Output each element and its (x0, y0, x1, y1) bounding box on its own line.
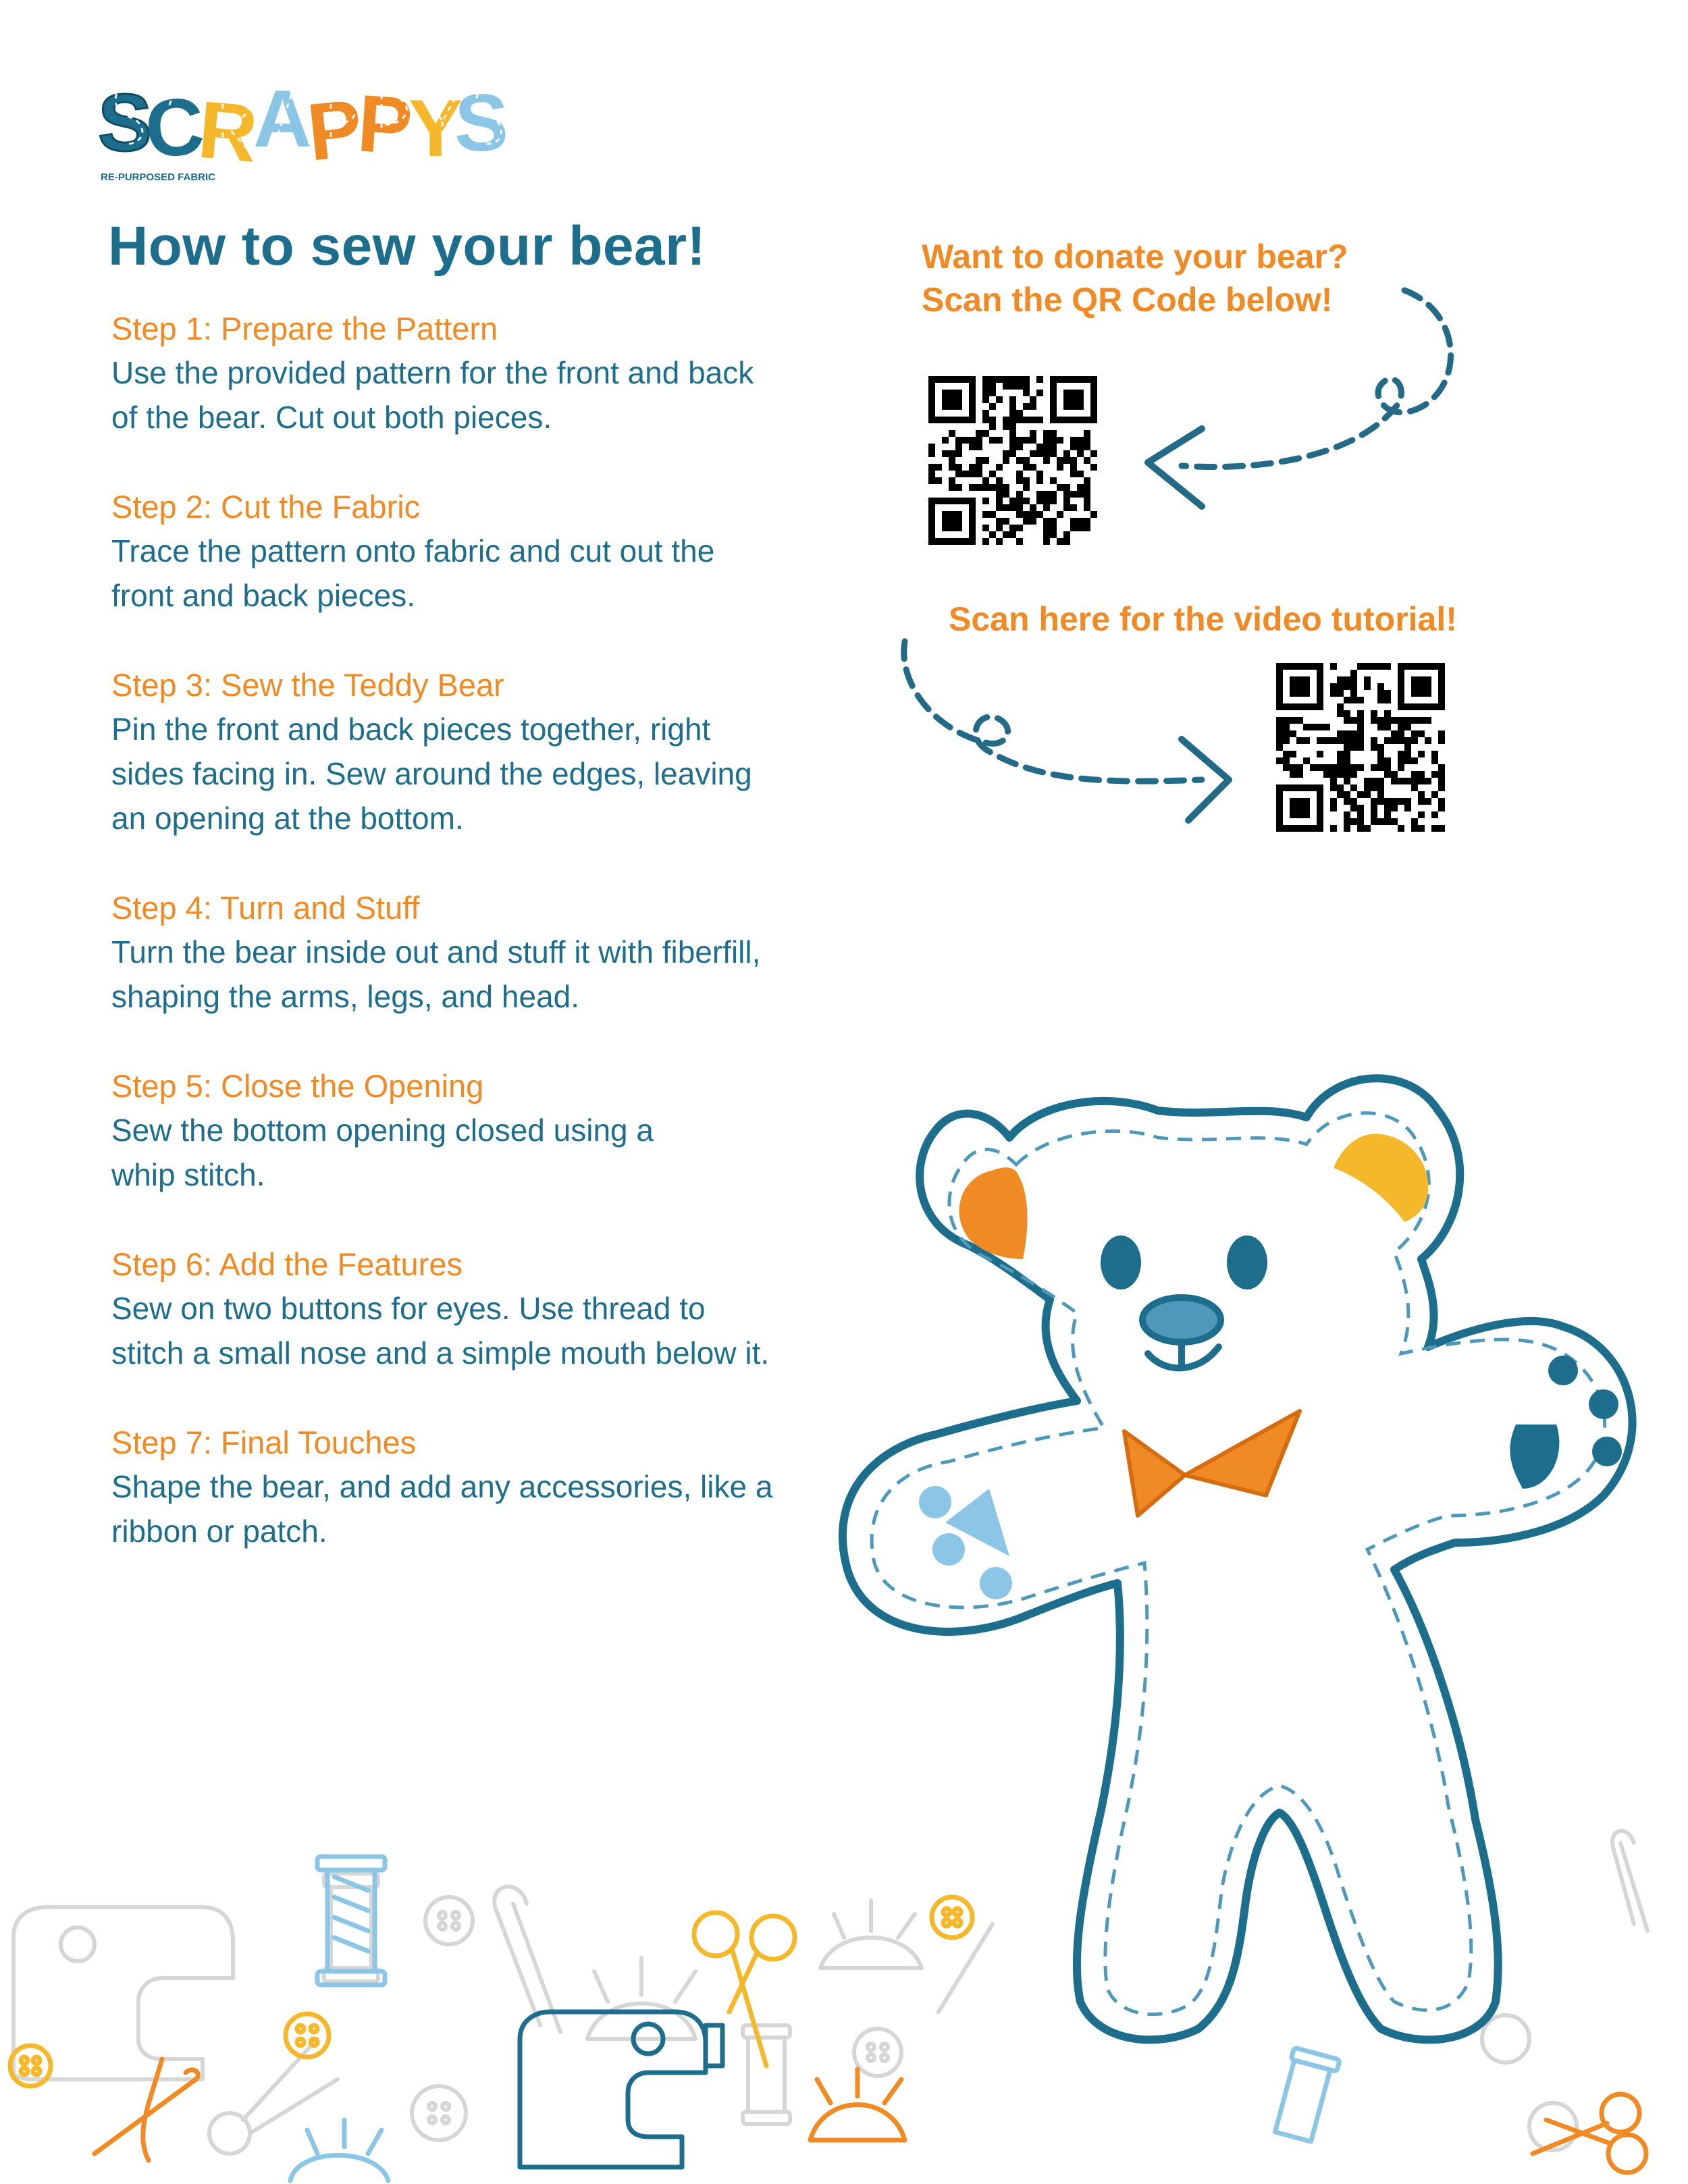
video-tutorial-label: Scan here for the video tutorial! (949, 600, 1457, 638)
step-body: Turn the bear inside out and stuff it with fiberfill, shaping the arms, legs, and head. (111, 934, 761, 1014)
thread-spool-icon (743, 2025, 790, 2124)
steps-list (111, 307, 854, 1599)
scissors-icon (694, 1913, 795, 2066)
step-title: Step 6: Add the Features (111, 1246, 463, 1282)
scrappys-logo (98, 57, 509, 186)
svg-text:R: R (194, 84, 261, 180)
svg-text:A: A (253, 74, 312, 164)
step-7 (111, 1421, 854, 1553)
step-5 (111, 1065, 854, 1197)
dashed-arrow-icon (891, 628, 1269, 830)
step-title: Step 7: Final Touches (111, 1424, 417, 1460)
donate-line-2: Scan the QR Code below! (922, 281, 1333, 319)
pincushion-icon (290, 2120, 388, 2181)
dashed-arrow-icon (1121, 284, 1472, 527)
step-3 (111, 664, 854, 841)
button-icon (412, 2086, 466, 2140)
step-4 (111, 886, 854, 1019)
teddy-bear-illustration (834, 1057, 1668, 2184)
step-title: Step 2: Cut the Fabric (111, 489, 421, 525)
svg-text:S: S (98, 78, 153, 168)
step-1 (111, 307, 854, 440)
step-title: Step 5: Close the Opening (111, 1068, 484, 1104)
step-body: Shape the bear, and add any accessories, like a ribbon or patch. (111, 1469, 773, 1549)
step-title: Step 1: Prepare the Pattern (111, 311, 498, 346)
step-2 (111, 485, 854, 618)
step-title: Step 3: Sew the Teddy Bear (111, 667, 504, 703)
step-body: Trace the pattern onto fabric and cut out the front and back pieces. (111, 533, 715, 613)
svg-text:C: C (142, 80, 207, 175)
svg-text:Y: Y (408, 83, 463, 174)
donate-line-1: Want to donate your bear? (922, 238, 1348, 275)
needle-icon (95, 2059, 198, 2160)
svg-text:S: S (454, 78, 509, 168)
step-6 (111, 1243, 854, 1375)
svg-text:P: P (303, 82, 367, 178)
thread-spool-icon (317, 1857, 385, 1985)
step-title: Step 4: Turn and Stuff (111, 890, 420, 926)
svg-text:P: P (354, 78, 415, 172)
video-qr-code-icon[interactable] (1276, 663, 1445, 832)
step-body: Pin the front and back pieces together, right sides facing in. Sew around the edges, leaving an opening at the bottom. (111, 712, 752, 836)
donate-qr-code-icon[interactable] (928, 376, 1097, 545)
page-title: How to sew your bear! (108, 215, 706, 277)
button-icon (425, 1897, 473, 1944)
step-body: Sew the bottom opening closed using a whip stitch. (111, 1113, 654, 1192)
logo-tagline: RE-PURPOSED FABRIC (101, 171, 216, 183)
step-body: Use the provided pattern for the front and back of the bear. Cut out both pieces. (111, 355, 754, 435)
step-body: Sew on two buttons for eyes. Use thread to stitch a small nose and a simple mouth below it. (111, 1291, 770, 1370)
